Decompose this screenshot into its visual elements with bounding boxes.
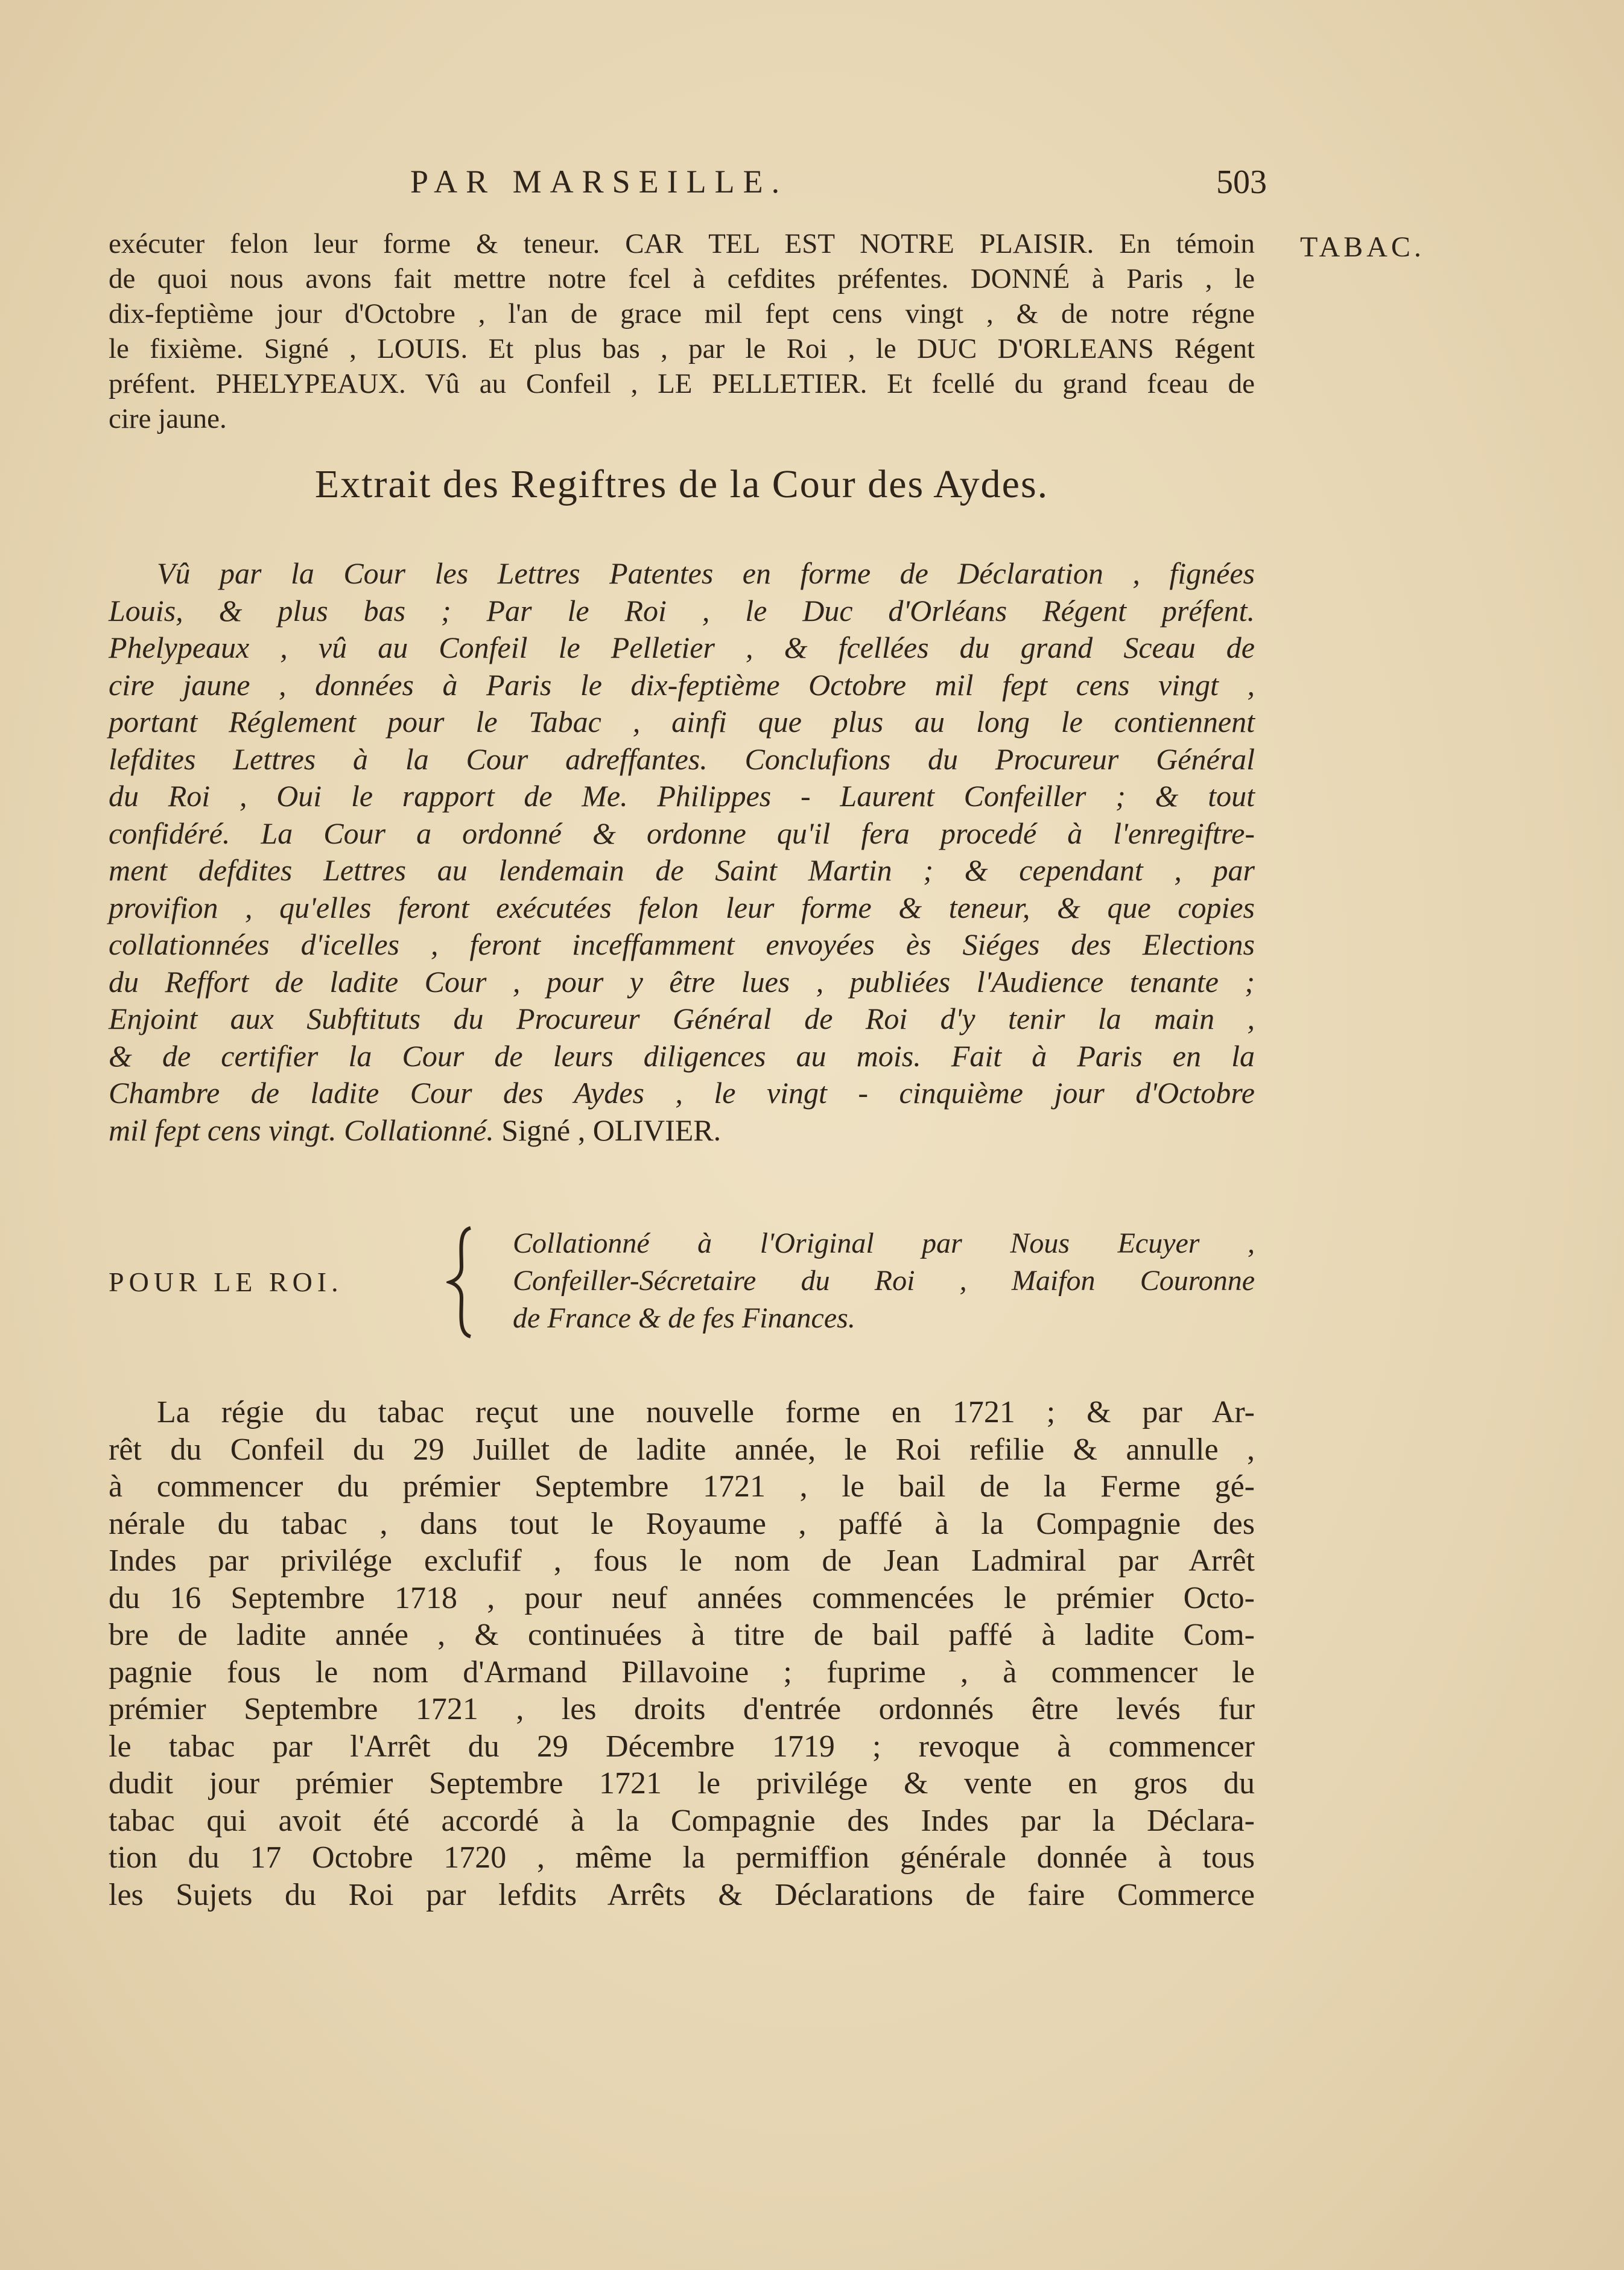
text-line: prémier Septembre 1721 , les droits d'entrée ordonnés être levés fur <box>109 1692 1255 1726</box>
text-line: tion du 17 Octobre 1720 , même la permiffion générale donnée à tous <box>109 1840 1255 1875</box>
text-line: ment defdites Lettres au lendemain de Saint Martin ; & cependant , par <box>109 853 1255 887</box>
letters-patent-closing <box>109 226 1255 436</box>
running-head: PAR MARSEILLE. <box>410 164 788 200</box>
collation-line: Collationné à l'Original par Nous Ecuyer , <box>513 1227 1255 1259</box>
text-line: tabac qui avoit été accordé à la Compagnie des Indes par la Déclara- <box>109 1803 1255 1838</box>
italic-part: mil fept cens vingt. Collationné. <box>109 1113 494 1147</box>
text-line: provifion , qu'elles feront exécutées felon leur forme & teneur, & que copies <box>109 890 1255 924</box>
pour-le-roi: POUR LE ROI. <box>109 1267 343 1297</box>
text-line-final <box>109 1112 1255 1149</box>
text-line: Indes par privilége exclufif , fous le nom de Jean Ladmiral par Arrêt <box>109 1544 1255 1578</box>
text-line: Phelypeaux , vû au Confeil le Pelletier , & fcellées du grand Sceau de <box>109 631 1255 664</box>
text-line: lefdites Lettres à la Cour adreffantes. Conclufions du Procureur Général <box>109 742 1255 776</box>
text-line: préfent. PHELYPEAUX. Vû au Confeil , LE PELLETIER. Et fcellé du grand fceau de <box>109 368 1255 399</box>
text-line: portant Réglement pour le Tabac , ainfi que plus au long le contiennent <box>109 705 1255 739</box>
text-line: nérale du tabac , dans tout le Royaume , paffé à la Compagnie des <box>109 1506 1255 1541</box>
text-line: dudit jour prémier Septembre 1721 le privilége & vente en gros du <box>109 1766 1255 1801</box>
curly-brace-icon <box>446 1225 477 1340</box>
text-line: & de certifier la Cour de leurs diligences au mois. Fait à Paris en la <box>109 1038 1255 1073</box>
text-line: confidéré. La Cour a ordonné & ordonne qu'il fera procedé à l'enregiftre- <box>109 816 1255 850</box>
collation-line: Confeiller-Sécretaire du Roi , Maifon Couronne <box>513 1265 1255 1297</box>
text-line: du 16 Septembre 1718 , pour neuf années commencées le prémier Octo- <box>109 1580 1255 1615</box>
text-line: Enjoint aux Subftituts du Procureur Général de Roi d'y tenir la main , <box>109 1002 1255 1035</box>
court-extract-paragraph <box>109 555 1255 1149</box>
text-line: exécuter felon leur forme & teneur. CAR TEL EST NOTRE PLAISIR. En témoin <box>109 228 1255 259</box>
text-line: les Sujets du Roi par lefdits Arrêts & Déclarations de faire Commerce <box>109 1877 1255 1912</box>
page-header <box>109 163 1267 211</box>
collation-line: de France & de fes Finances. <box>513 1302 855 1334</box>
collation-block <box>109 1225 1255 1346</box>
text-line: du Roi , Oui le rapport de Me. Philippes - Laurent Confeiller ; & tout <box>109 779 1255 813</box>
text-line: Louis, & plus bas ; Par le Roi , le Duc d'Orléans Régent préfent. <box>109 593 1255 628</box>
text-line: du Reffort de ladite Cour , pour y être lues , publiées l'Audience tenante ; <box>109 964 1255 999</box>
text-line: Chambre de ladite Cour des Aydes , le vingt - cinquième jour d'Octobre <box>109 1076 1255 1110</box>
text-line: La régie du tabac reçut une nouvelle forme en 1721 ; & par Ar- <box>157 1395 1255 1429</box>
text-line: de quoi nous avons fait mettre notre fcel à cefdites préfentes. DONNÉ à Paris , le <box>109 263 1255 294</box>
text-line: dix-feptième jour d'Octobre , l'an de grace mil fept cens vingt , & de notre régne <box>109 298 1255 329</box>
signature-olivier: Signé , OLIVIER. <box>493 1113 722 1147</box>
text-line: à commencer du prémier Septembre 1721 , le bail de la Ferme gé- <box>109 1469 1255 1504</box>
text-line: cire jaune. <box>109 403 227 434</box>
text-line: Vû par la Cour les Lettres Patentes en forme de Déclaration , fignées <box>157 556 1255 590</box>
text-line: cire jaune , données à Paris le dix-feptième Octobre mil fept cens vingt , <box>109 667 1255 702</box>
collation-text <box>513 1225 1255 1337</box>
page-number: 503 <box>1216 164 1267 201</box>
regie-du-tabac-paragraph <box>109 1394 1255 1913</box>
text-line: collationnées d'icelles , feront inceffamment envoyées ès Siéges des Elections <box>109 927 1255 961</box>
text-line: pagnie fous le nom d'Armand Pillavoine ; fuprime , à commencer le <box>109 1655 1255 1690</box>
section-title: Extrait des Regiftres de la Cour des Aydes. <box>314 462 1049 506</box>
text-line: rêt du Confeil du 29 Juillet de ladite année, le Roi refilie & annulle , <box>109 1432 1255 1467</box>
text-line: le fixième. Signé , LOUIS. Et plus bas , par le Roi , le DUC D'ORLEANS Régent <box>109 333 1255 364</box>
text-line: le tabac par l'Arrêt du 29 Décembre 1719 ; revoque à commencer <box>109 1729 1255 1764</box>
text-line: bre de ladite année , & continuées à titre de bail paffé à ladite Com- <box>109 1618 1255 1652</box>
margin-note: TABAC. <box>1300 231 1425 263</box>
